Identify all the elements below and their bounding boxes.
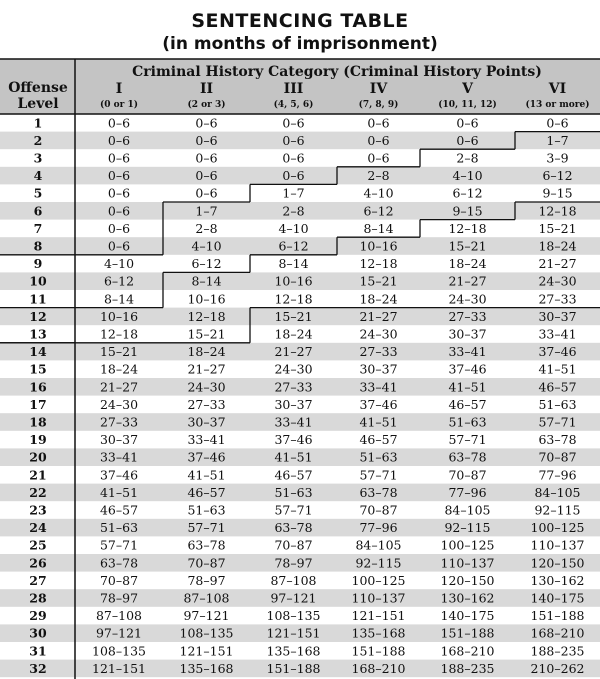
table-cell: 37–46	[538, 344, 577, 360]
table-cell: 2–8	[456, 150, 479, 166]
table-cell: 33–41	[274, 414, 313, 430]
table-cell: 0–6	[195, 132, 218, 148]
offense-level: 31	[29, 643, 47, 659]
offense-level: 10	[29, 273, 47, 289]
table-cell: 110–137	[351, 590, 406, 606]
table-cell: 33–41	[187, 432, 226, 448]
table-cell: 100–125	[530, 520, 585, 536]
table-cell: 15–21	[274, 308, 313, 324]
table-cell: 24–30	[187, 379, 226, 395]
table-cell: 121–151	[351, 608, 406, 624]
table-cell: 168–210	[530, 625, 585, 641]
table-cell: 51–63	[359, 449, 398, 465]
table-cell: 87–108	[183, 590, 230, 606]
offense-level: 4	[33, 168, 43, 184]
table-cell: 0–6	[195, 168, 218, 184]
table-cell: 12–18	[187, 308, 226, 324]
table-cell: 0–6	[282, 150, 305, 166]
table-cell: 10–16	[99, 308, 139, 324]
table-cell: 0–6	[282, 132, 305, 148]
table-cell: 18–24	[359, 291, 398, 307]
table-cell: 51–63	[448, 414, 487, 430]
table-cell: 37–46	[99, 467, 139, 483]
table-cell: 12–18	[359, 256, 398, 272]
table-cell: 0–6	[107, 238, 131, 254]
offense-level: 6	[33, 203, 43, 219]
table-cell: 37–46	[187, 449, 226, 465]
table-cell: 130–162	[440, 590, 495, 606]
table-cell: 18–24	[99, 361, 139, 377]
table-cell: 51–63	[538, 396, 577, 412]
table-cell: 27–33	[538, 291, 577, 307]
table-cell: 46–57	[538, 379, 577, 395]
table-cell: 151–188	[530, 608, 585, 624]
table-cell: 0–6	[195, 150, 218, 166]
offense-level: 21	[29, 467, 47, 483]
table-cell: 63–78	[187, 537, 226, 553]
offense-level-label: Offense	[8, 80, 68, 96]
table-cell: 121–151	[92, 660, 146, 676]
offense-level: 32	[29, 660, 47, 676]
table-cell: 46–57	[359, 432, 398, 448]
table-cell: 57–71	[187, 520, 226, 536]
table-cell: 27–33	[359, 344, 398, 360]
table-cell: 4–10	[452, 168, 483, 184]
offense-level: 7	[33, 220, 43, 236]
table-cell: 30–37	[99, 432, 139, 448]
table-cell: 121–151	[179, 643, 234, 659]
table-cell: 30–37	[187, 414, 226, 430]
table-cell: 63–78	[448, 449, 487, 465]
table-cell: 12–18	[99, 326, 139, 342]
table-cell: 0–6	[107, 168, 131, 184]
table-cell: 0–6	[107, 150, 131, 166]
table-cell: 24–30	[448, 291, 487, 307]
table-cell: 2–8	[367, 168, 390, 184]
table-cell: 27–33	[99, 414, 139, 430]
table-cell: 57–71	[359, 467, 398, 483]
table-cell: 4–10	[363, 185, 394, 201]
table-cell: 33–41	[448, 344, 487, 360]
table-cell: 87–108	[270, 572, 317, 588]
offense-level: 14	[29, 344, 47, 360]
table-cell: 97–121	[95, 625, 143, 641]
table-cell: 6–12	[191, 256, 222, 272]
table-cell: 108–135	[266, 608, 321, 624]
table-cell: 46–57	[448, 396, 487, 412]
table-cell: 3–9	[546, 150, 569, 166]
table-cell: 27–33	[187, 396, 226, 412]
table-cell: 92–115	[534, 502, 581, 518]
table-cell: 33–41	[359, 379, 398, 395]
table-cell: 97–121	[270, 590, 317, 606]
table-cell: 9–15	[452, 203, 483, 219]
page-title: SENTENCING TABLE	[191, 10, 409, 32]
offense-level: 24	[29, 520, 47, 536]
table-cell: 24–30	[274, 361, 313, 377]
table-cell: 15–21	[538, 220, 577, 236]
table-cell: 6–12	[363, 203, 394, 219]
offense-level: 12	[29, 308, 47, 324]
offense-level: 9	[33, 256, 43, 272]
offense-level: 1	[33, 115, 43, 131]
table-cell: 77–96	[448, 484, 487, 500]
criminal-history-title: Criminal History Category (Criminal History Points)	[132, 64, 542, 80]
table-cell: 18–24	[448, 256, 487, 272]
table-cell: 21–27	[448, 273, 487, 289]
table-cell: 84–105	[534, 484, 581, 500]
table-cell: 151–188	[266, 660, 321, 676]
table-cell: 0–6	[367, 115, 390, 131]
table-cell: 188–235	[440, 660, 495, 676]
table-cell: 10–16	[187, 291, 226, 307]
table-cell: 12–18	[538, 203, 577, 219]
offense-level: 13	[29, 326, 47, 342]
table-cell: 77–96	[359, 520, 398, 536]
table-cell: 1–7	[282, 185, 305, 201]
table-cell: 57–71	[99, 537, 139, 553]
table-cell: 151–188	[440, 625, 495, 641]
category-numeral: IV	[369, 81, 388, 97]
table-cell: 21–27	[538, 256, 577, 272]
table-cell: 135–168	[266, 643, 321, 659]
category-numeral: VI	[548, 81, 567, 97]
table-cell: 30–37	[448, 326, 487, 342]
table-cell: 9–15	[542, 185, 573, 201]
table-cell: 110–137	[440, 555, 495, 571]
table-cell: 130–162	[530, 572, 585, 588]
offense-level: 3	[33, 150, 43, 166]
table-cell: 18–24	[187, 344, 226, 360]
table-cell: 24–30	[359, 326, 398, 342]
table-cell: 41–51	[187, 467, 226, 483]
offense-level: 29	[29, 608, 47, 624]
table-cell: 100–125	[440, 537, 495, 553]
table-cell: 37–46	[274, 432, 313, 448]
offense-level: 30	[29, 625, 47, 641]
table-cell: 0–6	[195, 115, 218, 131]
table-cell: 51–63	[187, 502, 226, 518]
table-cell: 70–87	[359, 502, 398, 518]
table-cell: 63–78	[538, 432, 577, 448]
offense-level: 19	[29, 432, 47, 448]
table-cell: 0–6	[107, 132, 131, 148]
table-cell: 6–12	[452, 185, 483, 201]
offense-level: 17	[29, 396, 47, 412]
table-cell: 87–108	[95, 608, 143, 624]
table-cell: 140–175	[440, 608, 495, 624]
table-cell: 30–37	[274, 396, 313, 412]
table-cell: 46–57	[99, 502, 139, 518]
table-cell: 8–14	[278, 256, 309, 272]
table-cell: 0–6	[456, 115, 479, 131]
category-points: (0 or 1)	[99, 100, 139, 110]
table-cell: 6–12	[542, 168, 573, 184]
offense-level: 28	[29, 590, 47, 606]
table-cell: 33–41	[99, 449, 139, 465]
table-cell: 168–210	[351, 660, 406, 676]
offense-level: 11	[29, 291, 47, 307]
table-cell: 63–78	[359, 484, 398, 500]
table-cell: 1–7	[195, 203, 218, 219]
table-cell: 33–41	[538, 326, 577, 342]
offense-level-label: Level	[17, 96, 59, 112]
table-cell: 188–235	[530, 643, 585, 659]
table-cell: 37–46	[359, 396, 398, 412]
table-cell: 21–27	[99, 379, 139, 395]
table-cell: 70–87	[448, 467, 487, 483]
table-cell: 51–63	[274, 484, 313, 500]
table-cell: 46–57	[187, 484, 226, 500]
table-cell: 120–150	[440, 572, 495, 588]
table-cell: 92–115	[444, 520, 491, 536]
offense-level: 20	[29, 449, 47, 465]
table-cell: 51–63	[99, 520, 139, 536]
table-cell: 8–14	[103, 291, 135, 307]
table-cell: 0–6	[456, 132, 479, 148]
table-cell: 57–71	[274, 502, 313, 518]
offense-level: 18	[29, 414, 47, 430]
table-cell: 10–16	[359, 238, 398, 254]
table-cell: 0–6	[282, 115, 305, 131]
table-cell: 70–87	[274, 537, 313, 553]
offense-level: 8	[33, 238, 43, 254]
category-numeral: II	[199, 81, 214, 97]
table-cell: 0–6	[107, 185, 131, 201]
table-cell: 46–57	[274, 467, 313, 483]
offense-level: 5	[33, 185, 43, 201]
table-cell: 12–18	[274, 291, 313, 307]
table-cell: 63–78	[99, 555, 139, 571]
offense-level: 22	[29, 484, 47, 500]
table-cell: 15–21	[359, 273, 398, 289]
table-cell: 57–71	[448, 432, 487, 448]
category-points: (7, 8, 9)	[358, 100, 399, 110]
table-cell: 24–30	[538, 273, 577, 289]
table-cell: 37–46	[448, 361, 487, 377]
table-cell: 4–10	[191, 238, 222, 254]
offense-level: 15	[29, 361, 47, 377]
table-cell: 0–6	[107, 203, 131, 219]
table-cell: 0–6	[546, 115, 569, 131]
table-cell: 108–135	[179, 625, 234, 641]
table-cell: 41–51	[359, 414, 398, 430]
table-cell: 135–168	[351, 625, 406, 641]
table-cell: 70–87	[99, 572, 139, 588]
table-cell: 41–51	[448, 379, 487, 395]
table-cell: 15–21	[187, 326, 226, 342]
table-cell: 1–7	[546, 132, 569, 148]
table-cell: 10–16	[274, 273, 313, 289]
category-points: (10, 11, 12)	[438, 100, 497, 110]
table-cell: 30–37	[538, 308, 577, 324]
table-cell: 21–27	[274, 344, 313, 360]
category-points: (2 or 3)	[187, 100, 226, 110]
table-cell: 0–6	[367, 132, 390, 148]
table-cell: 27–33	[274, 379, 313, 395]
table-cell: 0–6	[195, 185, 218, 201]
page-subtitle: (in months of imprisonment)	[162, 34, 438, 54]
table-cell: 8–14	[191, 273, 222, 289]
category-numeral: III	[283, 81, 304, 97]
offense-level: 25	[29, 537, 47, 553]
table-cell: 100–125	[351, 572, 406, 588]
table-cell: 63–78	[274, 520, 313, 536]
offense-level: 2	[33, 132, 43, 148]
table-cell: 4–10	[103, 256, 135, 272]
offense-level: 16	[29, 379, 47, 395]
table-cell: 15–21	[99, 344, 139, 360]
table-cell: 57–71	[538, 414, 577, 430]
table-cell: 21–27	[359, 308, 398, 324]
table-cell: 210–262	[530, 660, 585, 676]
table-cell: 0–6	[107, 115, 131, 131]
offense-level: 27	[29, 572, 47, 588]
table-cell: 70–87	[538, 449, 577, 465]
table-cell: 41–51	[99, 484, 139, 500]
table-cell: 2–8	[195, 220, 218, 236]
table-cell: 15–21	[448, 238, 487, 254]
offense-level: 23	[29, 502, 47, 518]
table-cell: 24–30	[99, 396, 139, 412]
table-cell: 18–24	[274, 326, 313, 342]
table-cell: 41–51	[274, 449, 313, 465]
table-cell: 30–37	[359, 361, 398, 377]
table-cell: 18–24	[538, 238, 577, 254]
table-cell: 92–115	[355, 555, 402, 571]
table-cell: 140–175	[530, 590, 585, 606]
table-cell: 84–105	[355, 537, 402, 553]
table-cell: 2–8	[282, 203, 305, 219]
category-numeral: V	[462, 81, 473, 97]
category-points: (13 or more)	[525, 100, 590, 110]
table-cell: 77–96	[538, 467, 577, 483]
table-cell: 78–97	[99, 590, 139, 606]
table-cell: 70–87	[187, 555, 226, 571]
table-cell: 21–27	[187, 361, 226, 377]
table-cell: 110–137	[530, 537, 585, 553]
category-numeral: I	[115, 81, 123, 97]
table-cell: 108–135	[92, 643, 146, 659]
table-cell: 0–6	[367, 150, 390, 166]
table-cell: 27–33	[448, 308, 487, 324]
table-cell: 12–18	[448, 220, 487, 236]
table-cell: 97–121	[183, 608, 230, 624]
table-cell: 121–151	[266, 625, 321, 641]
table-cell: 8–14	[363, 220, 394, 236]
table-cell: 0–6	[282, 168, 305, 184]
table-cell: 151–188	[351, 643, 406, 659]
table-cell: 6–12	[278, 238, 309, 254]
offense-level: 26	[29, 555, 47, 571]
table-cell: 6–12	[103, 273, 135, 289]
table-cell: 168–210	[440, 643, 495, 659]
category-points: (4, 5, 6)	[273, 100, 314, 110]
table-cell: 41–51	[538, 361, 577, 377]
table-cell: 78–97	[187, 572, 226, 588]
table-cell: 84–105	[444, 502, 491, 518]
table-cell: 135–168	[179, 660, 234, 676]
table-cell: 4–10	[278, 220, 309, 236]
table-cell: 78–97	[274, 555, 313, 571]
table-cell: 0–6	[107, 220, 131, 236]
table-cell: 120–150	[530, 555, 585, 571]
